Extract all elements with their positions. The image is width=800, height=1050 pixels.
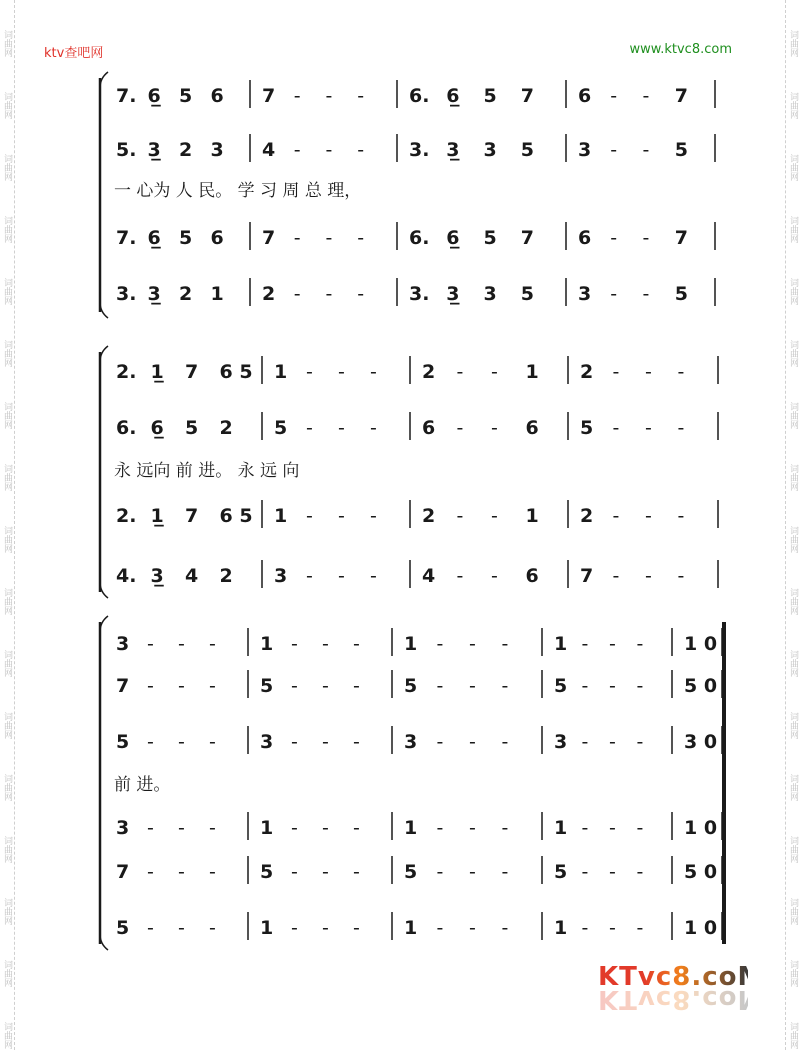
note-number: 5 <box>404 675 418 697</box>
extension-dash: - <box>609 861 616 883</box>
margin-watermark-text: 词曲网 <box>2 960 12 987</box>
extension-dash: - <box>436 633 444 655</box>
note-number: 1 0 <box>684 917 718 939</box>
extension-dash: - <box>370 565 377 587</box>
site-logo <box>598 962 765 1020</box>
note-number: 2 <box>580 361 594 383</box>
note-number: 2. <box>116 505 137 527</box>
extension-dash: - <box>322 817 329 839</box>
extension-dash: - <box>178 633 185 655</box>
extension-dash: - <box>491 417 498 439</box>
note-number: 1̲ <box>150 361 164 383</box>
note-number: 5 <box>554 861 568 883</box>
extension-dash: - <box>609 917 616 939</box>
extension-dash: - <box>609 675 616 697</box>
extension-dash: - <box>456 361 464 383</box>
extension-dash: - <box>338 417 345 439</box>
extension-dash: - <box>501 731 509 753</box>
extension-dash: - <box>610 283 618 305</box>
extension-dash: - <box>636 861 644 883</box>
logo-reflection: KTvc8.coM <box>598 984 765 1014</box>
note-number: 2 <box>219 417 233 439</box>
note-number: 1 <box>404 917 418 939</box>
extension-dash: - <box>293 283 301 305</box>
note-number: 1 <box>274 505 288 527</box>
margin-watermark-text: 词曲网 <box>788 402 798 429</box>
margin-watermark-text: 词曲网 <box>788 898 798 925</box>
margin-watermark-text: 词曲网 <box>2 154 12 181</box>
margin-watermark-text: 词曲网 <box>788 774 798 801</box>
note-number: 7. <box>116 227 137 249</box>
note-number: 1 0 <box>684 633 718 655</box>
extension-dash: - <box>469 633 476 655</box>
note-number: 3̲ <box>446 139 460 161</box>
note-number: 6 5 <box>219 505 253 527</box>
margin-watermark-text: 词曲网 <box>2 712 12 739</box>
extension-dash: - <box>501 675 509 697</box>
note-number: 1 <box>260 633 274 655</box>
extension-dash: - <box>456 565 464 587</box>
logo-text: KTvc8.coM <box>598 962 765 992</box>
extension-dash: - <box>147 731 154 753</box>
margin-watermark-text: 词曲网 <box>2 92 12 119</box>
extension-dash: - <box>353 861 360 883</box>
note-number: 5 <box>116 731 130 753</box>
extension-dash: - <box>353 917 360 939</box>
margin-watermark-text: 词曲网 <box>788 464 798 491</box>
extension-dash: - <box>612 361 620 383</box>
extension-dash: - <box>357 85 365 107</box>
note-number: 6. <box>409 227 430 249</box>
extension-dash: - <box>581 917 589 939</box>
extension-dash: - <box>178 917 185 939</box>
extension-dash: - <box>209 731 216 753</box>
note-number: 6 <box>210 85 224 107</box>
note-number: 5. <box>116 139 137 161</box>
margin-watermark-text: 词曲网 <box>788 278 798 305</box>
note-number: 7. <box>116 85 137 107</box>
note-number: 1 <box>554 817 568 839</box>
note-number: 2 <box>179 283 193 305</box>
extension-dash: - <box>469 861 476 883</box>
extension-dash: - <box>609 731 616 753</box>
note-number: 5 <box>179 85 193 107</box>
extension-dash: - <box>501 917 509 939</box>
note-number: 7 <box>262 227 276 249</box>
extension-dash: - <box>178 731 185 753</box>
note-number: 4 <box>422 565 436 587</box>
note-number: 7 <box>674 85 688 107</box>
note-number: 5 <box>260 861 274 883</box>
note-number: 2. <box>116 361 137 383</box>
extension-dash: - <box>293 227 301 249</box>
extension-dash: - <box>677 361 685 383</box>
note-number: 7 <box>116 861 130 883</box>
extension-dash: - <box>357 139 365 161</box>
extension-dash: - <box>612 417 620 439</box>
note-number: 4 <box>262 139 276 161</box>
lyrics-line: 一 心为 人 民。 学 习 周 总 理， <box>114 181 362 201</box>
extension-dash: - <box>322 731 329 753</box>
margin-watermark-text: 词曲网 <box>2 30 12 57</box>
extension-dash: - <box>636 675 644 697</box>
extension-dash: - <box>636 633 644 655</box>
extension-dash: - <box>291 633 298 655</box>
extension-dash: - <box>325 283 333 305</box>
extension-dash: - <box>357 227 365 249</box>
site-name-left: ktv查吧网 <box>44 46 104 61</box>
note-number: 7 <box>674 227 688 249</box>
extension-dash: - <box>293 139 301 161</box>
note-number: 7 <box>185 505 199 527</box>
extension-dash: - <box>147 817 154 839</box>
extension-dash: - <box>677 565 685 587</box>
note-number: 6 <box>525 417 539 439</box>
margin-watermark-text: 词曲网 <box>788 1022 798 1049</box>
extension-dash: - <box>645 361 652 383</box>
note-number: 3 <box>554 731 568 753</box>
note-number: 2 <box>422 361 436 383</box>
extension-dash: - <box>338 565 345 587</box>
margin-watermark-text: 词曲网 <box>2 278 12 305</box>
extension-dash: - <box>456 505 464 527</box>
extension-dash: - <box>147 917 154 939</box>
note-number: 6̲ <box>446 227 460 249</box>
margin-watermark-text: 词曲网 <box>788 30 798 57</box>
extension-dash: - <box>677 417 685 439</box>
note-number: 6̲ <box>147 85 161 107</box>
note-number: 3 <box>116 633 130 655</box>
note-number: 2 <box>179 139 193 161</box>
extension-dash: - <box>677 505 685 527</box>
extension-dash: - <box>325 85 333 107</box>
extension-dash: - <box>325 227 333 249</box>
note-number: 3 <box>116 817 130 839</box>
extension-dash: - <box>581 861 589 883</box>
extension-dash: - <box>209 917 216 939</box>
margin-watermark-text: 词曲网 <box>788 154 798 181</box>
extension-dash: - <box>436 675 444 697</box>
extension-dash: - <box>581 633 589 655</box>
extension-dash: - <box>609 817 616 839</box>
margin-watermark-text: 词曲网 <box>788 216 798 243</box>
extension-dash: - <box>178 675 185 697</box>
extension-dash: - <box>456 417 464 439</box>
extension-dash: - <box>469 731 476 753</box>
note-number: 5 <box>483 227 497 249</box>
note-number: 5 <box>520 283 534 305</box>
note-number: 3 <box>578 283 592 305</box>
note-number: 7 <box>185 361 199 383</box>
note-number: 7 <box>262 85 276 107</box>
extension-dash: - <box>642 139 650 161</box>
note-number: 3 <box>578 139 592 161</box>
note-number: 5 0 <box>684 675 718 697</box>
extension-dash: - <box>291 675 298 697</box>
note-number: 1 <box>260 817 274 839</box>
note-number: 6. <box>116 417 137 439</box>
extension-dash: - <box>325 139 333 161</box>
extension-dash: - <box>636 731 644 753</box>
note-number: 6 <box>525 565 539 587</box>
note-number: 6 <box>210 227 224 249</box>
note-number: 5 0 <box>684 861 718 883</box>
note-number: 5 <box>260 675 274 697</box>
extension-dash: - <box>322 633 329 655</box>
note-number: 3 <box>483 283 497 305</box>
margin-watermark-text: 词曲网 <box>788 340 798 367</box>
extension-dash: - <box>610 227 618 249</box>
note-number: 1̲ <box>150 505 164 527</box>
extension-dash: - <box>612 505 620 527</box>
extension-dash: - <box>353 675 360 697</box>
margin-watermark-text: 词曲网 <box>2 402 12 429</box>
extension-dash: - <box>370 505 377 527</box>
note-number: 6̲ <box>147 227 161 249</box>
margin-watermark-text: 词曲网 <box>2 774 12 801</box>
extension-dash: - <box>338 361 345 383</box>
note-number: 6. <box>409 85 430 107</box>
note-number: 5 <box>520 139 534 161</box>
extension-dash: - <box>306 565 313 587</box>
extension-dash: - <box>436 917 444 939</box>
note-number: 6 <box>578 85 592 107</box>
extension-dash: - <box>501 861 509 883</box>
extension-dash: - <box>581 675 589 697</box>
note-number: 3 <box>260 731 274 753</box>
note-number: 2 <box>580 505 594 527</box>
extension-dash: - <box>209 633 216 655</box>
extension-dash: - <box>610 85 618 107</box>
note-number: 7 <box>580 565 594 587</box>
note-number: 1 <box>260 917 274 939</box>
margin-watermark-text: 词曲网 <box>788 960 798 987</box>
extension-dash: - <box>353 817 360 839</box>
extension-dash: - <box>147 633 154 655</box>
extension-dash: - <box>291 817 298 839</box>
extension-dash: - <box>291 731 298 753</box>
extension-dash: - <box>306 417 313 439</box>
extension-dash: - <box>306 361 313 383</box>
note-number: 5 <box>179 227 193 249</box>
extension-dash: - <box>357 283 365 305</box>
margin-watermark-text: 词曲网 <box>2 216 12 243</box>
extension-dash: - <box>636 817 644 839</box>
note-number: 7 <box>116 675 130 697</box>
note-number: 5 <box>404 861 418 883</box>
extension-dash: - <box>353 633 360 655</box>
site-url-right: www.ktvc8.com <box>629 42 732 57</box>
extension-dash: - <box>469 817 476 839</box>
extension-dash: - <box>291 917 298 939</box>
note-number: 1 <box>554 917 568 939</box>
lyrics-line: 永 远向 前 进。 永 远 向 <box>114 461 300 481</box>
margin-watermark-text: 词曲网 <box>788 526 798 553</box>
extension-dash: - <box>147 675 154 697</box>
extension-dash: - <box>469 917 476 939</box>
note-number: 1 <box>525 361 539 383</box>
extension-dash: - <box>370 361 377 383</box>
note-number: 1 <box>404 633 418 655</box>
extension-dash: - <box>291 861 298 883</box>
note-number: 5 <box>674 283 688 305</box>
note-number: 1 0 <box>684 817 718 839</box>
note-number: 6̲ <box>150 417 164 439</box>
extension-dash: - <box>636 917 644 939</box>
note-number: 3̲ <box>446 283 460 305</box>
note-number: 7 <box>520 227 534 249</box>
extension-dash: - <box>209 817 216 839</box>
extension-dash: - <box>353 731 360 753</box>
note-number: 3̲ <box>150 565 164 587</box>
extension-dash: - <box>581 731 589 753</box>
extension-dash: - <box>501 633 509 655</box>
extension-dash: - <box>581 817 589 839</box>
note-number: 3. <box>116 283 137 305</box>
extension-dash: - <box>436 817 444 839</box>
extension-dash: - <box>610 139 618 161</box>
margin-watermark-text: 词曲网 <box>2 836 12 863</box>
note-number: 6 <box>422 417 436 439</box>
extension-dash: - <box>491 505 498 527</box>
note-number: 3. <box>409 283 430 305</box>
extension-dash: - <box>338 505 345 527</box>
margin-watermark-text: 词曲网 <box>2 340 12 367</box>
note-number: 7 <box>520 85 534 107</box>
note-number: 3̲ <box>147 139 161 161</box>
extension-dash: - <box>178 817 185 839</box>
extension-dash: - <box>209 675 216 697</box>
extension-dash: - <box>645 417 652 439</box>
note-number: 3 <box>483 139 497 161</box>
note-number: 6 <box>578 227 592 249</box>
note-number: 3 <box>404 731 418 753</box>
note-number: 2 <box>219 565 233 587</box>
extension-dash: - <box>147 861 154 883</box>
extension-dash: - <box>612 565 620 587</box>
note-number: 3 <box>210 139 224 161</box>
note-number: 5 <box>483 85 497 107</box>
note-number: 2 <box>422 505 436 527</box>
note-number: 5 <box>116 917 130 939</box>
note-number: 5 <box>274 417 288 439</box>
note-number: 3 <box>274 565 288 587</box>
extension-dash: - <box>293 85 301 107</box>
extension-dash: - <box>209 861 216 883</box>
note-number: 5 <box>185 417 199 439</box>
extension-dash: - <box>609 633 616 655</box>
extension-dash: - <box>501 817 509 839</box>
note-number: 2 <box>262 283 276 305</box>
extension-dash: - <box>322 675 329 697</box>
margin-watermark-text: 词曲网 <box>2 588 12 615</box>
extension-dash: - <box>436 861 444 883</box>
extension-dash: - <box>469 675 476 697</box>
extension-dash: - <box>645 565 652 587</box>
extension-dash: - <box>370 417 377 439</box>
note-number: 1 <box>525 505 539 527</box>
margin-watermark-text: 词曲网 <box>788 836 798 863</box>
note-number: 1 <box>404 817 418 839</box>
note-number: 6̲ <box>446 85 460 107</box>
extension-dash: - <box>642 227 650 249</box>
lyrics-line: 前 进。 <box>114 775 171 795</box>
extension-dash: - <box>491 565 498 587</box>
extension-dash: - <box>322 917 329 939</box>
note-number: 1 <box>554 633 568 655</box>
extension-dash: - <box>306 505 313 527</box>
note-number: 1 <box>274 361 288 383</box>
margin-watermark-text: 词曲网 <box>788 588 798 615</box>
note-number: 6 5 <box>219 361 253 383</box>
extension-dash: - <box>491 361 498 383</box>
margin-watermark-text: 词曲网 <box>2 898 12 925</box>
note-number: 5 <box>674 139 688 161</box>
margin-watermark-text: 词曲网 <box>788 92 798 119</box>
margin-watermark-text: 词曲网 <box>2 1022 12 1049</box>
margin-watermark-text: 词曲网 <box>2 526 12 553</box>
note-number: 3̲ <box>147 283 161 305</box>
extension-dash: - <box>645 505 652 527</box>
note-number: 5 <box>554 675 568 697</box>
extension-dash: - <box>642 85 650 107</box>
note-number: 4. <box>116 565 137 587</box>
extension-dash: - <box>178 861 185 883</box>
note-number: 5 <box>580 417 594 439</box>
note-number: 1 <box>210 283 224 305</box>
note-number: 3. <box>409 139 430 161</box>
margin-watermark-text: 词曲网 <box>2 650 12 677</box>
extension-dash: - <box>436 731 444 753</box>
margin-watermark-text: 词曲网 <box>788 712 798 739</box>
extension-dash: - <box>642 283 650 305</box>
extension-dash: - <box>322 861 329 883</box>
margin-watermark-text: 词曲网 <box>788 650 798 677</box>
margin-watermark-text: 词曲网 <box>2 464 12 491</box>
note-number: 3 0 <box>684 731 718 753</box>
note-number: 4 <box>185 565 199 587</box>
